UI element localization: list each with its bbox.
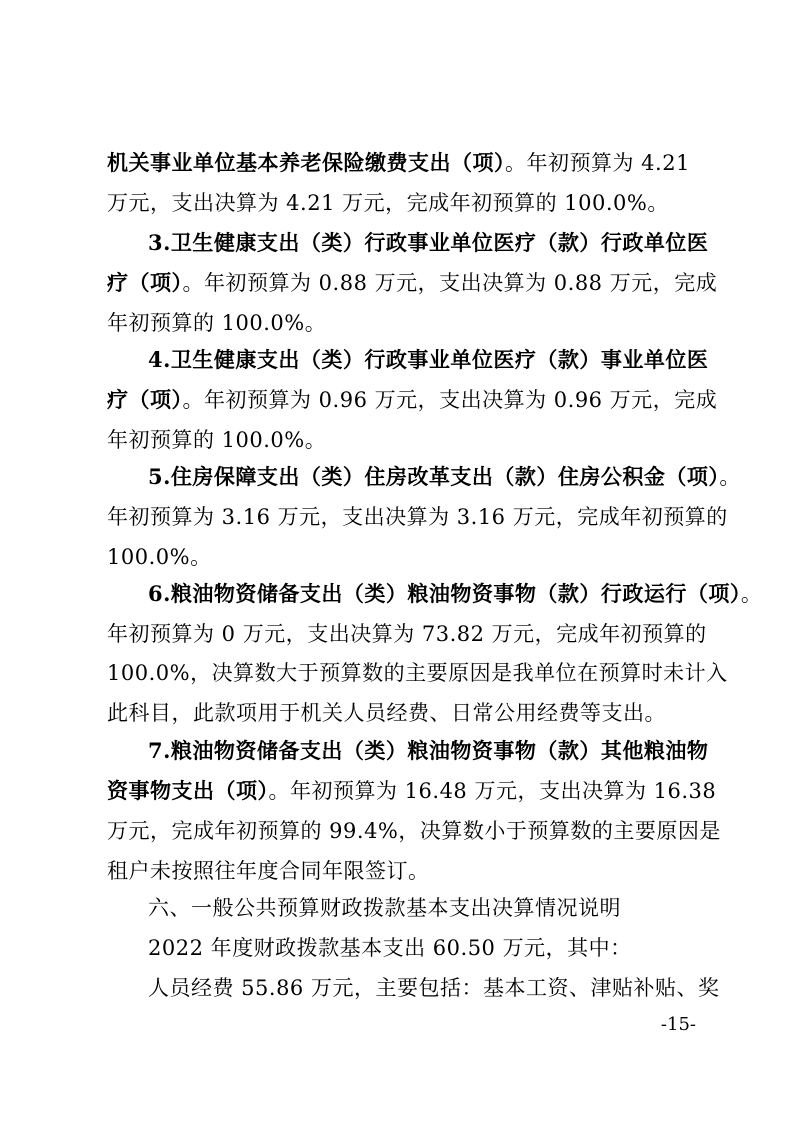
body-text: 万元，支出决算为 4.21 万元，完成年初预算的 100.0%。 (107, 191, 669, 215)
bold-heading: 资事物支出（项） (107, 778, 269, 803)
bold-heading: 疗（项） (107, 387, 183, 412)
bold-heading: 机关事业单位基本养老保险缴费支出（项） (107, 150, 505, 175)
paragraph-line (107, 303, 692, 343)
paragraph-line (107, 420, 692, 460)
bold-heading: 3.卫生健康支出（类）行政事业单位医疗（款）行政单位医 (148, 230, 709, 255)
body-text: 年初预算的 100.0%。 (107, 428, 327, 452)
paragraph-line (148, 223, 709, 263)
paragraph-line (107, 263, 718, 303)
page-number: -15- (660, 1014, 696, 1035)
paragraph-line (148, 574, 763, 614)
paragraph-line (148, 968, 720, 1008)
paragraph-line (107, 693, 692, 733)
paragraph-line (107, 143, 692, 183)
body-text: 年初预算为 3.16 万元，支出决算为 3.16 万元，完成年初预算的 (107, 505, 728, 529)
body-text: 年初预算为 0 万元，支出决算为 73.82 万元，完成年初预算的 (107, 622, 707, 646)
body-text: 。 (740, 582, 763, 606)
section-heading (148, 888, 692, 928)
body-text: 人员经费 55.86 万元，主要包括：基本工资、津贴补贴、奖 (148, 976, 720, 1000)
body-text: 。年初预算为 4.21 (505, 151, 690, 175)
paragraph-line (107, 771, 717, 811)
bold-heading: 7.粮油物资储备支出（类）粮油物资事物（款）其他粮油物 (148, 738, 709, 763)
body-text: 年初预算的 100.0%。 (107, 311, 327, 335)
body-text: 100.0%。 (107, 545, 212, 569)
paragraph-line (148, 457, 741, 497)
body-text: 100.0%，决算数大于预算数的主要原因是我单位在预算时未计入 (107, 661, 728, 685)
bold-heading: 4.卫生健康支出（类）行政事业单位医疗（款）事业单位医 (148, 347, 709, 372)
paragraph-line (107, 653, 728, 693)
body-text: 。年初预算为 0.88 万元，支出决算为 0.88 万元，完成 (182, 271, 718, 295)
bold-heading: 6.粮油物资储备支出（类）粮油物资事物（款）行政运行（项） (148, 581, 741, 606)
paragraph-line (107, 811, 721, 851)
body-text: 此科目，此款项用于机关人员经费、日常公用经费等支出。 (107, 701, 666, 725)
body-text: 。 (719, 465, 741, 489)
body-text: 租户未按照往年度合同年限签订。 (107, 859, 430, 883)
paragraph-line (148, 928, 692, 968)
paragraph-line (107, 183, 692, 223)
body-text: 。年初预算为 16.48 万元，支出决算为 16.38 (268, 779, 717, 803)
bold-heading: 5.住房保障支出（类）住房改革支出（款）住房公积金（项） (148, 464, 720, 489)
paragraph-line (107, 497, 728, 537)
body-text: 2022 年度财政拨款基本支出 60.50 万元，其中： (148, 936, 632, 960)
bold-heading: 疗（项） (107, 270, 183, 295)
paragraph-line (107, 537, 692, 577)
paragraph-line (107, 851, 692, 891)
paragraph-line (148, 731, 709, 771)
body-text: 。年初预算为 0.96 万元，支出决算为 0.96 万元，完成 (182, 388, 718, 412)
paragraph-line (148, 340, 709, 380)
paragraph-line (107, 380, 718, 420)
body-text: 万元，完成年初预算的 99.4%，决算数小于预算数的主要原因是 (107, 819, 721, 843)
body-text: 六、一般公共预算财政拨款基本支出决算情况说明 (148, 896, 621, 920)
paragraph-line (107, 614, 707, 654)
